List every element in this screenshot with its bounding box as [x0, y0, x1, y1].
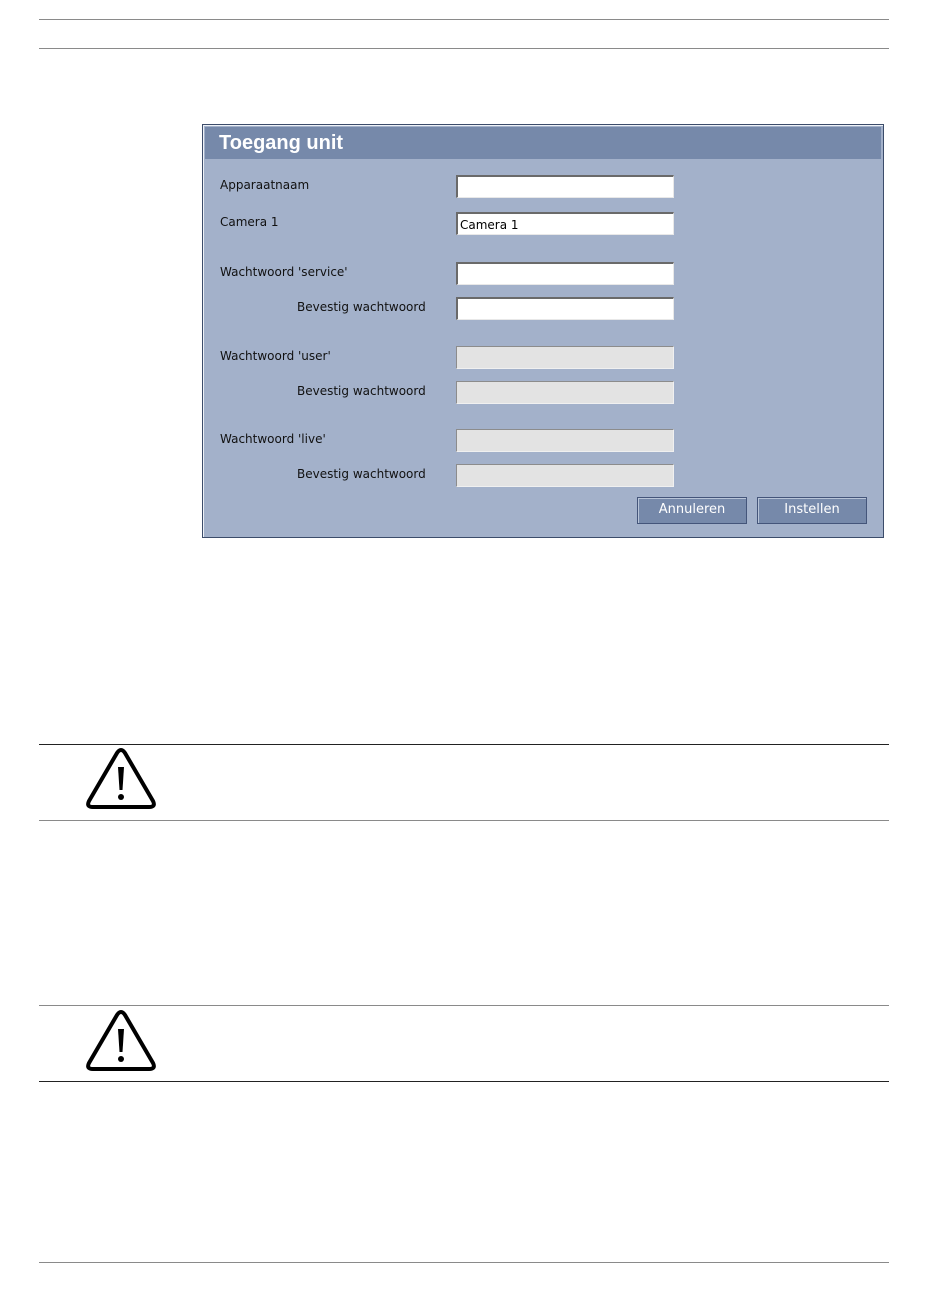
warning-2-top-rule	[39, 1005, 889, 1006]
password-user-confirm-input[interactable]	[456, 381, 674, 404]
password-service-input[interactable]	[456, 262, 674, 285]
warning-triangle-icon	[84, 1008, 158, 1072]
warning-1-bottom-rule	[39, 820, 889, 821]
header-rule	[39, 48, 889, 49]
camera1-label: Camera 1	[220, 215, 279, 229]
password-service-confirm-input[interactable]	[456, 297, 674, 320]
top-rule	[39, 19, 889, 20]
password-live-input[interactable]	[456, 429, 674, 452]
password-user-confirm-label: Bevestig wachtwoord	[297, 384, 426, 398]
warning-1-top-rule	[39, 744, 889, 745]
password-user-label: Wachtwoord 'user'	[220, 349, 331, 363]
warning-triangle-icon	[84, 746, 158, 810]
apparaatnaam-label: Apparaatnaam	[220, 178, 310, 192]
cancel-button[interactable]: Annuleren	[637, 497, 747, 524]
dialog-title: Toegang unit	[205, 127, 881, 159]
password-live-confirm-input[interactable]	[456, 464, 674, 487]
apparaatnaam-input[interactable]	[456, 175, 674, 198]
camera1-input[interactable]	[456, 212, 674, 235]
password-user-input[interactable]	[456, 346, 674, 369]
password-live-confirm-label: Bevestig wachtwoord	[297, 467, 426, 481]
password-live-label: Wachtwoord 'live'	[220, 432, 326, 446]
footer-rule	[39, 1262, 889, 1263]
password-service-confirm-label: Bevestig wachtwoord	[297, 300, 426, 314]
toegang-unit-dialog	[202, 124, 884, 538]
apply-button[interactable]: Instellen	[757, 497, 867, 524]
warning-2-bottom-rule	[39, 1081, 889, 1082]
password-service-label: Wachtwoord 'service'	[220, 265, 348, 279]
